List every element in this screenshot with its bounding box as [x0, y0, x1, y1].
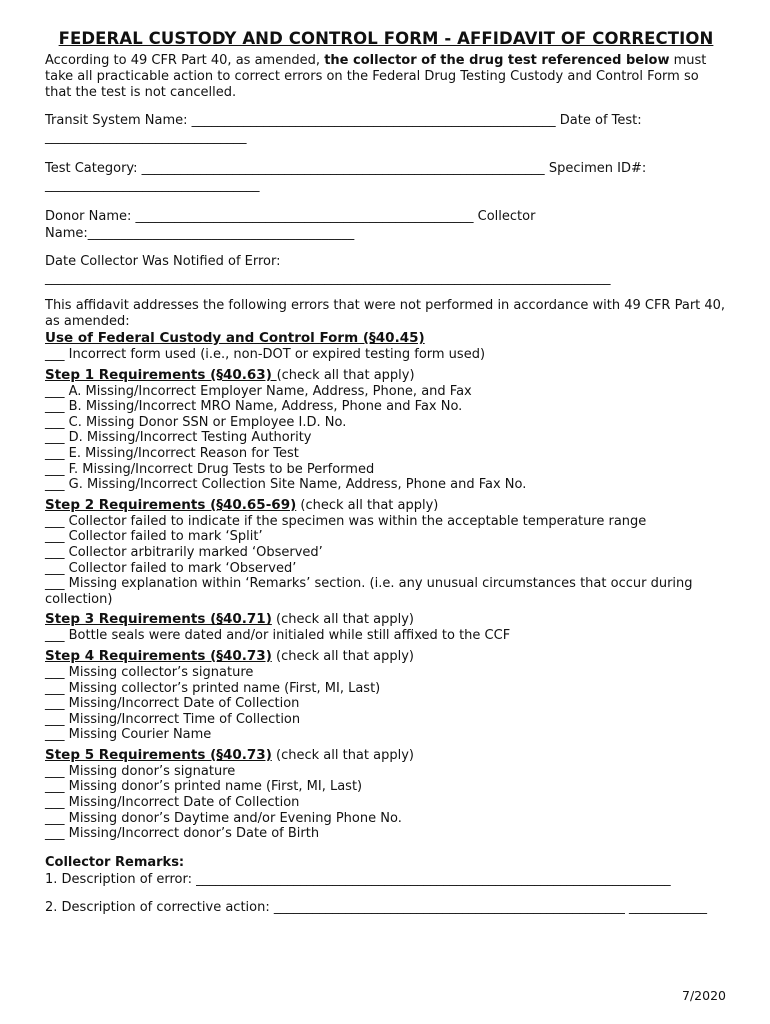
section-heading — [45, 367, 727, 384]
checklist-item[interactable]: ___ Missing collector’s signature — [45, 664, 254, 680]
section-note: (check all that apply) — [271, 648, 414, 664]
collector-remarks-heading: Collector Remarks: — [45, 854, 185, 870]
section-title: Use of Federal Custody and Control Form (§40.45) — [45, 330, 425, 346]
section-title: Step 1 Requirements (§40.63) — [45, 366, 277, 383]
checklist-item[interactable]: ___ E. Missing/Incorrect Reason for Test — [45, 445, 299, 461]
checklist-item[interactable]: ___ Collector arbitrarily marked ‘Observed’ — [45, 544, 323, 560]
date-notified-label: Date Collector Was Notified of Error: — [45, 254, 281, 269]
section-ccf-use — [45, 330, 727, 363]
checklist-item[interactable]: ___ Collector failed to mark ‘Observed’ — [45, 560, 297, 576]
checklist-item[interactable]: ___ Missing Courier Name — [45, 727, 212, 743]
section-step2 — [45, 497, 727, 608]
test-category-field[interactable]: Test Category: ______________________________________________________________ Specimen ID#: _________________________________ — [45, 161, 647, 193]
section-heading — [45, 611, 727, 628]
spacer — [45, 287, 727, 298]
section-note: (check all that apply) — [296, 497, 439, 513]
checklist-item[interactable]: ___ Missing donor’s printed name (First, MI, Last) — [45, 779, 363, 795]
section-heading — [45, 330, 727, 347]
checklist-item[interactable]: ___ Missing/Incorrect Time of Collection — [45, 711, 301, 727]
checklist-item[interactable]: ___ F. Missing/Incorrect Drug Tests to be Performed — [45, 461, 375, 477]
affidavit-statement: This affidavit addresses the following errors that were not performed in accordance with 49 CFR Part 40, as amended: — [45, 298, 726, 329]
section-title: Step 5 Requirements (§40.73) — [45, 746, 272, 763]
corrective-action-field[interactable]: 2. Description of corrective action: ______________________________________________________ ____________ — [45, 899, 707, 915]
section-step3 — [45, 611, 727, 644]
checklist-item[interactable]: ___ Collector failed to mark ‘Split’ — [45, 529, 263, 545]
section-note: (check all that apply) — [276, 367, 415, 383]
donor-collector-field[interactable]: Donor Name: ____________________________________________________ Collector Name:_________________________________________ — [45, 209, 536, 241]
intro-paragraph — [45, 53, 727, 101]
checklist-item[interactable]: ___ Missing collector’s printed name (First, MI, Last) — [45, 680, 381, 696]
intro-text-after: must take all practicable action to correct errors on the Federal Drug Testing Custody and Control Form so that the test is not cancelled. — [45, 53, 707, 100]
intro-text-before: According to 49 CFR Part 40, as amended, — [45, 53, 325, 68]
checklist-item[interactable]: ___ B. Missing/Incorrect MRO Name, Address, Phone and Fax No. — [45, 399, 463, 415]
section-step1 — [45, 367, 727, 493]
section-heading — [45, 648, 727, 665]
date-notified-line[interactable]: _______________________________________________________________________________________ — [45, 271, 611, 286]
section-heading — [45, 497, 727, 514]
checklist-item[interactable]: ___ Missing/Incorrect Date of Collection — [45, 795, 300, 811]
checklist-item[interactable]: ___ Incorrect form used (i.e., non-DOT or expired testing form used) — [45, 347, 486, 362]
spacer — [45, 194, 727, 208]
section-heading — [45, 747, 727, 764]
revision-date: 7/2020 — [682, 988, 726, 1003]
checklist-item[interactable]: ___ D. Missing/Incorrect Testing Authority — [45, 430, 312, 446]
section-step5 — [45, 747, 727, 842]
section-title: Step 2 Requirements (§40.65-69) — [45, 496, 297, 513]
checklist-item[interactable]: ___ Missing/Incorrect donor’s Date of Birth — [45, 826, 320, 842]
checklist-item[interactable]: ___ G. Missing/Incorrect Collection Site Name, Address, Phone and Fax No. — [45, 477, 527, 493]
section-title: Step 3 Requirements (§40.71) — [45, 611, 272, 628]
checklist-item[interactable]: ___ Missing explanation within ‘Remarks’ section. (i.e. any unusual circumstances that occur during collection) — [45, 576, 693, 607]
section-note: (check all that apply) — [271, 612, 414, 628]
checklist-item[interactable]: ___ A. Missing/Incorrect Employer Name, Address, Phone, and Fax — [45, 383, 472, 399]
checklist-item[interactable]: ___ Missing donor’s signature — [45, 763, 236, 779]
spacer — [45, 888, 727, 899]
checklist-item[interactable]: ___ Bottle seals were dated and/or initialed while still affixed to the CCF — [45, 628, 511, 644]
section-title: Step 4 Requirements (§40.73) — [45, 647, 272, 664]
checklist-item[interactable]: ___ Missing donor’s Daytime and/or Evening Phone No. — [45, 810, 402, 826]
checklist-item[interactable]: ___ Collector failed to indicate if the specimen was within the acceptable temperature range — [45, 513, 647, 529]
error-description-field[interactable]: 1. Description of error: _________________________________________________________________________ — [45, 871, 671, 887]
checklist-item[interactable]: ___ C. Missing Donor SSN or Employee I.D. No. — [45, 414, 347, 430]
form-page — [45, 28, 727, 916]
form-title: FEDERAL CUSTODY AND CONTROL FORM - AFFIDAVIT OF CORRECTION — [58, 29, 714, 48]
checklist-item[interactable]: ___ Missing/Incorrect Date of Collection — [45, 696, 300, 712]
transit-system-field[interactable]: Transit System Name: ________________________________________________________ Date of Test: _______________________________ — [45, 113, 642, 145]
spacer — [45, 146, 727, 160]
section-step4 — [45, 648, 727, 743]
spacer — [45, 242, 727, 253]
section-note: (check all that apply) — [271, 747, 414, 763]
intro-text-bold: the collector of the drug test referenced below — [324, 53, 670, 68]
